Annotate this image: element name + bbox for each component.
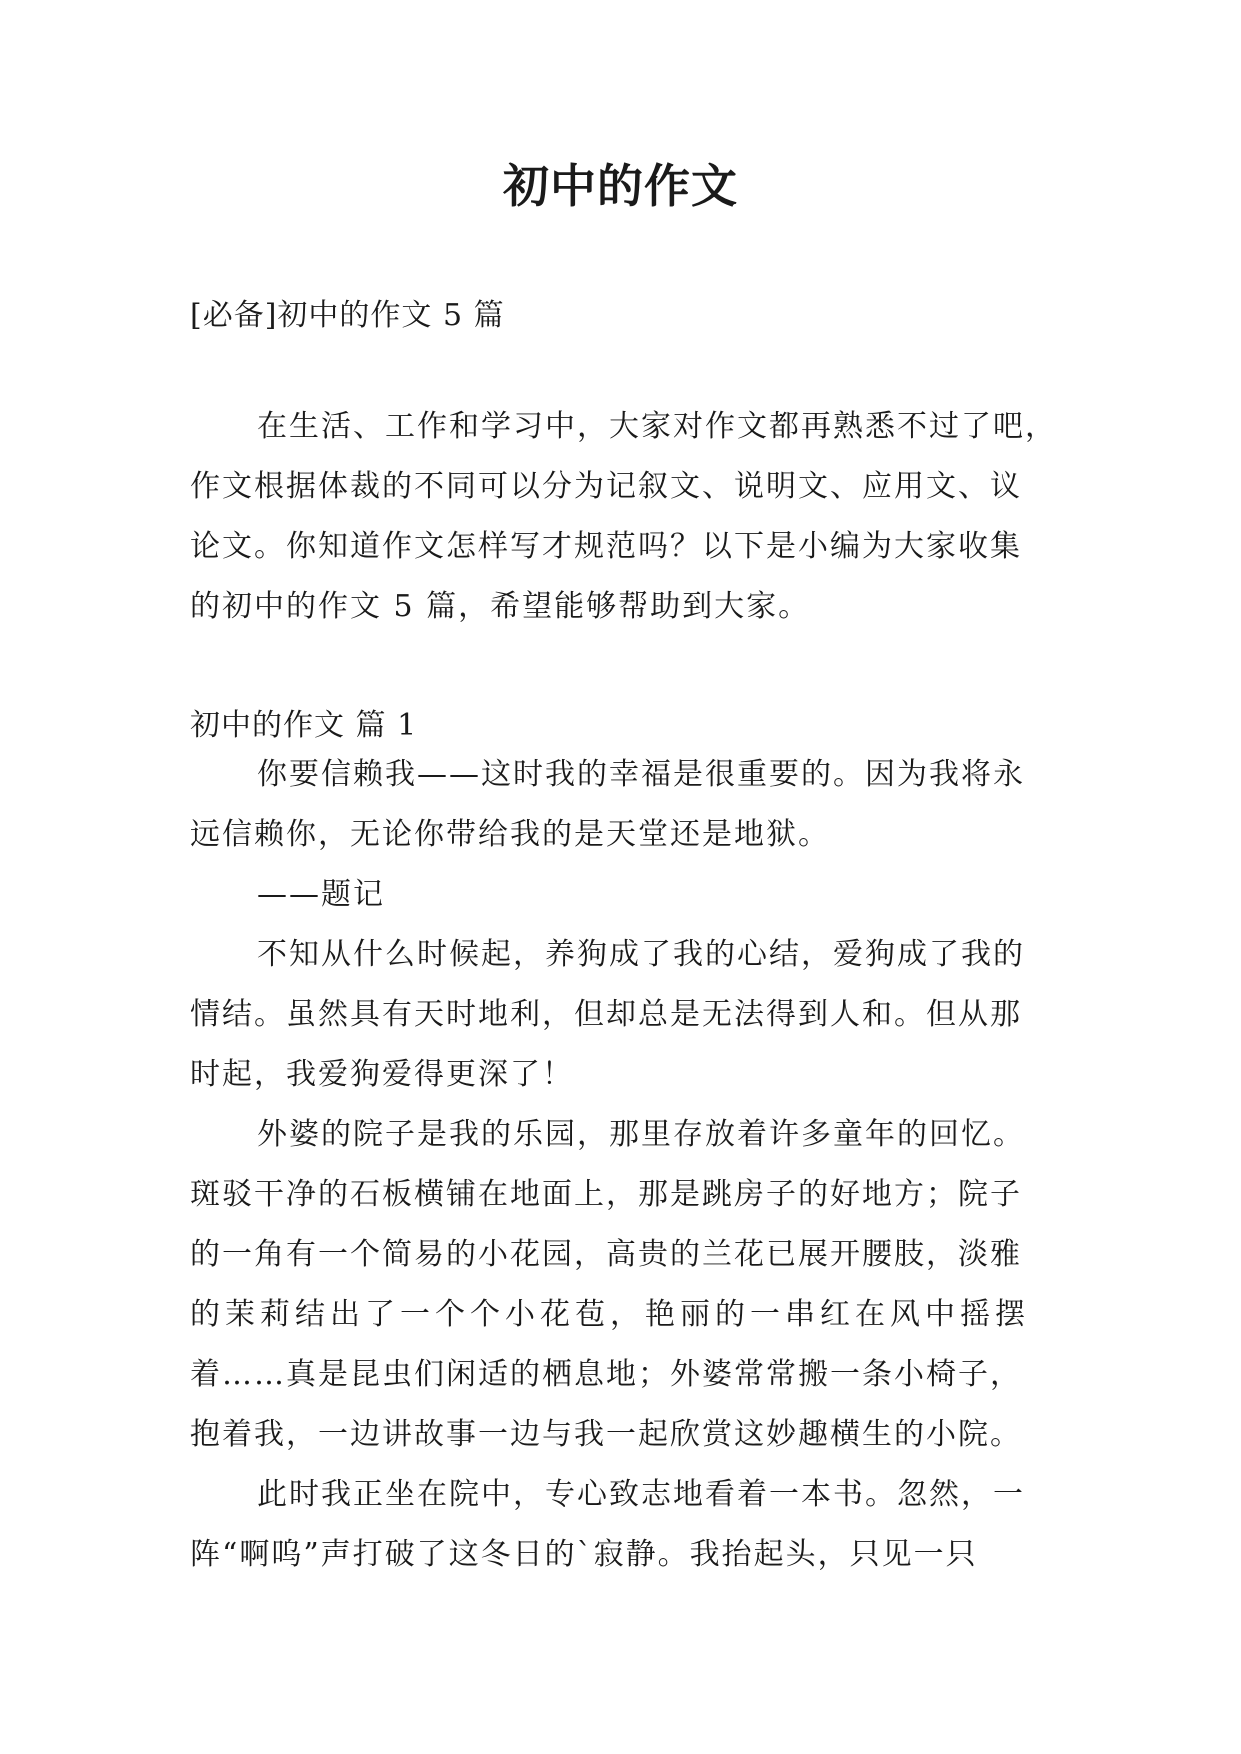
- text-line: 你要信赖我——这时我的幸福是很重要的。因为我将永: [257, 757, 1025, 792]
- text-line: 的初中的作文 5 篇，希望能够帮助到大家。: [190, 589, 811, 624]
- text-line: 论文。你知道作文怎样写才规范吗？以下是小编为大家收集: [190, 529, 1022, 564]
- text-line: 斑驳干净的石板横铺在地面上，那是跳房子的好地方；院子: [190, 1177, 1022, 1212]
- document-title: 初中的作文: [503, 159, 738, 213]
- text-line: 的一角有一个简易的小花园，高贵的兰花已展开腰肢，淡雅: [190, 1237, 1022, 1272]
- text-line: 阵“啊呜”声打破了这冬日的`寂静。我抬起头，只见一只: [190, 1537, 978, 1572]
- text-line: 在生活、工作和学习中，大家对作文都再熟悉不过了吧，: [257, 409, 1057, 444]
- text-line: 的茉莉结出了一个个小花苞，艳丽的一串红在风中摇摆: [190, 1297, 1030, 1332]
- text-line: 不知从什么时候起，养狗成了我的心结，爱狗成了我的: [257, 937, 1025, 972]
- text-line: 作文根据体裁的不同可以分为记叙文、说明文、应用文、议: [190, 469, 1022, 504]
- text-line: 外婆的院子是我的乐园，那里存放着许多童年的回忆。: [257, 1117, 1025, 1152]
- text-line: 抱着我，一边讲故事一边与我一起欣赏这妙趣横生的小院。: [190, 1417, 1022, 1452]
- epigraph-line: ——题记: [257, 877, 385, 912]
- intro-paragraph: [190, 397, 1070, 637]
- document-subtitle: [必备]初中的作文 5 篇: [190, 298, 505, 333]
- text-line: 此时我正坐在院中，专心致志地看着一本书。忽然，一: [257, 1477, 1025, 1512]
- section-heading: 初中的作文 篇 1: [190, 708, 418, 743]
- text-line: 远信赖你，无论你带给我的是天堂还是地狱。: [190, 817, 830, 852]
- essay-body: [190, 745, 1070, 1585]
- text-line: 时起，我爱狗爱得更深了！: [190, 1057, 574, 1092]
- text-line: 情结。虽然具有天时地利，但却总是无法得到人和。但从那: [190, 997, 1022, 1032]
- text-line: 着……真是昆虫们闲适的栖息地；外婆常常搬一条小椅子，: [190, 1357, 1022, 1392]
